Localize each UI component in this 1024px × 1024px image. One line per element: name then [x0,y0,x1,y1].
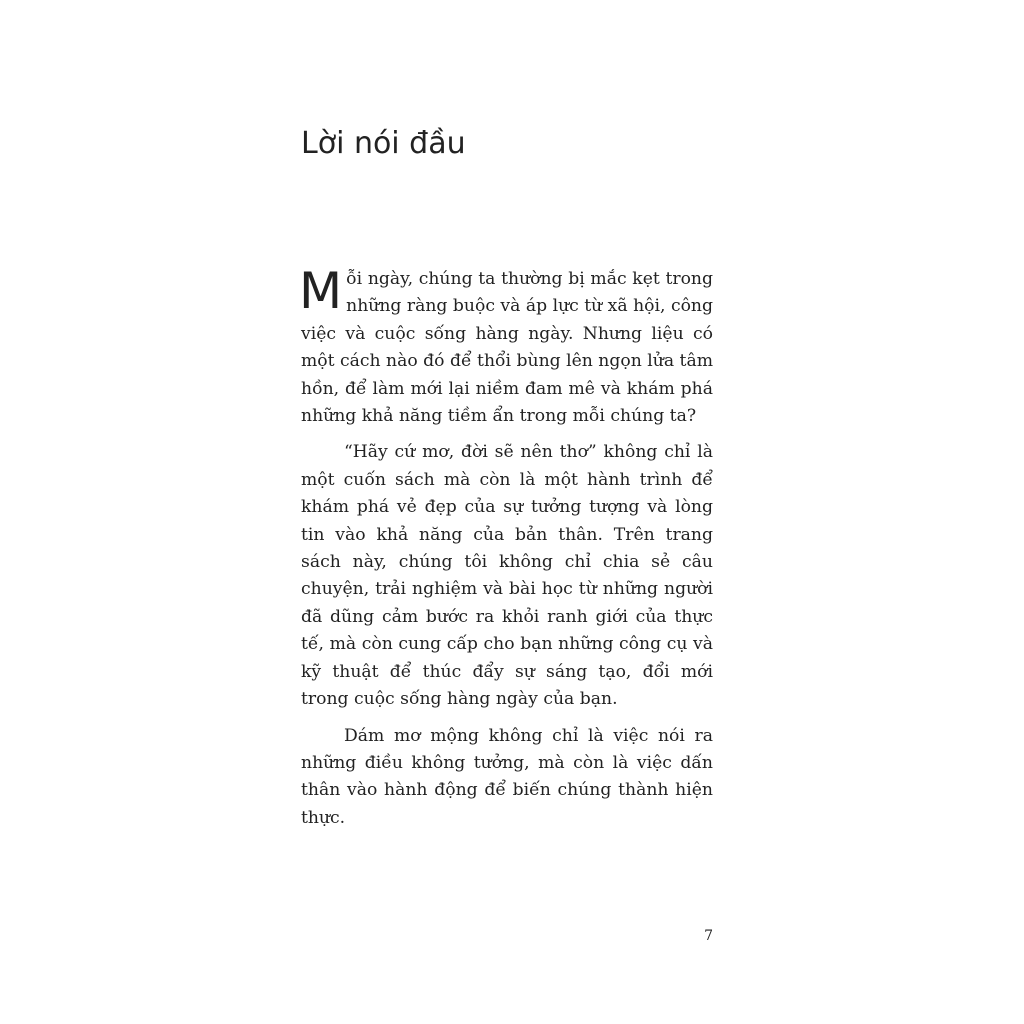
paragraph-2 [301,439,713,713]
paragraph-2-text: “Hãy cứ mơ, đời sẽ nên thơ” không chỉ là một cuốn sách mà còn là một hành trình để khám phá vẻ đẹp của sự tưởng tượng và lòng tin vào khả năng của bản thân. Trên trang sách này, chúng tôi không chỉ chia sẻ câu chuyện, trải nghiệm và bài học từ những người đã dũng cảm bước ra khỏi ranh giới của thực tế, mà còn cung cấp cho bạn những công cụ và kỹ thuật để thúc đẩy sự sáng tạo, đổi mới trong cuộc sống hàng ngày của bạn. [301,442,713,710]
page-number: 7 [704,928,713,944]
drop-cap: M [299,262,343,320]
paragraph-3 [301,723,713,833]
chapter-title: Lời nói đầu [301,126,466,161]
body-text [299,262,713,841]
paragraph-3-text: Dám mơ mộng không chỉ là việc nói ra những điều không tưởng, mà còn là việc dấn thân vào hành động để biến chúng thành hiện thực. [301,725,713,828]
paragraph-1-text: ỗi ngày, chúng ta thường bị mắc kẹt trong những ràng buộc và áp lực từ xã hội, công việc và cuộc sống hàng ngày. Nhưng liệu có một cách nào đó để thổi bùng lên ngọn lửa tâm hồn, để làm mới lại niềm đam mê và khám phá những khả năng tiềm ẩn trong mỗi chúng ta? [301,269,713,427]
paragraph-1 [299,262,713,430]
